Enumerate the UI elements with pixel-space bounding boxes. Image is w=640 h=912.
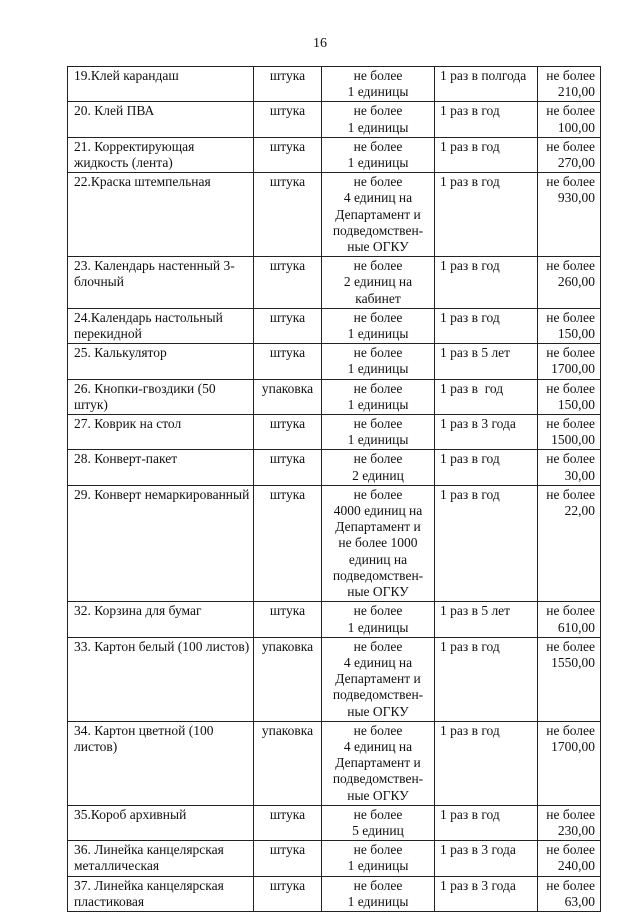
frequency-cell: 1 раз в год bbox=[435, 721, 538, 805]
price-cell: не более 240,00 bbox=[538, 841, 601, 876]
item-name-cell: 32. Корзина для бумаг bbox=[68, 602, 254, 637]
quantity-cell: не более 1 единицы bbox=[322, 841, 435, 876]
price-cell: не более 22,00 bbox=[538, 485, 601, 601]
supplies-table bbox=[67, 66, 601, 912]
table-row bbox=[68, 876, 601, 911]
quantity-cell: не более 1 единицы bbox=[322, 102, 435, 137]
price-cell: не более 150,00 bbox=[538, 379, 601, 414]
table-row bbox=[68, 721, 601, 805]
table-row bbox=[68, 173, 601, 257]
table-row bbox=[68, 308, 601, 343]
unit-cell: штука bbox=[254, 805, 322, 840]
quantity-cell: не более 5 единиц bbox=[322, 805, 435, 840]
item-name-cell: 29. Конверт немаркированный bbox=[68, 485, 254, 601]
quantity-cell: не более 1 единицы bbox=[322, 308, 435, 343]
unit-cell: штука bbox=[254, 450, 322, 485]
unit-cell: упаковка bbox=[254, 721, 322, 805]
item-name-cell: 27. Коврик на стол bbox=[68, 415, 254, 450]
quantity-cell: не более 4 единиц на Департамент и подведомствен- ные ОГКУ bbox=[322, 173, 435, 257]
item-name-cell: 34. Картон цветной (100 листов) bbox=[68, 721, 254, 805]
unit-cell: штука bbox=[254, 308, 322, 343]
unit-cell: штука bbox=[254, 257, 322, 309]
price-cell: не более 1500,00 bbox=[538, 415, 601, 450]
frequency-cell: 1 раз в 5 лет bbox=[435, 602, 538, 637]
unit-cell: штука bbox=[254, 485, 322, 601]
frequency-cell: 1 раз в год bbox=[435, 450, 538, 485]
frequency-cell: 1 раз в год bbox=[435, 637, 538, 721]
table-row bbox=[68, 450, 601, 485]
unit-cell: штука bbox=[254, 415, 322, 450]
table-row bbox=[68, 257, 601, 309]
unit-cell: штука bbox=[254, 876, 322, 911]
item-name-cell: 37. Линейка канцелярская пластиковая bbox=[68, 876, 254, 911]
item-name-cell: 19.Клей карандаш bbox=[68, 67, 254, 102]
price-cell: не более 610,00 bbox=[538, 602, 601, 637]
quantity-cell: не более 2 единиц на кабинет bbox=[322, 257, 435, 309]
quantity-cell: не более 1 единицы bbox=[322, 602, 435, 637]
item-name-cell: 24.Календарь настольный перекидной bbox=[68, 308, 254, 343]
item-name-cell: 35.Короб архивный bbox=[68, 805, 254, 840]
quantity-cell: не более 1 единицы bbox=[322, 67, 435, 102]
unit-cell: штука bbox=[254, 602, 322, 637]
quantity-cell: не более 1 единицы bbox=[322, 379, 435, 414]
price-cell: не более 30,00 bbox=[538, 450, 601, 485]
price-cell: не более 930,00 bbox=[538, 173, 601, 257]
quantity-cell: не более 1 единицы bbox=[322, 876, 435, 911]
frequency-cell: 1 раз в год bbox=[435, 173, 538, 257]
table-row bbox=[68, 102, 601, 137]
item-name-cell: 25. Калькулятор bbox=[68, 344, 254, 379]
item-name-cell: 22.Краска штемпельная bbox=[68, 173, 254, 257]
frequency-cell: 1 раз в год bbox=[435, 308, 538, 343]
quantity-cell: не более 1 единицы bbox=[322, 415, 435, 450]
table-row bbox=[68, 485, 601, 601]
table-row bbox=[68, 805, 601, 840]
item-name-cell: 36. Линейка канцелярская металлическая bbox=[68, 841, 254, 876]
item-name-cell: 21. Корректирующая жидкость (лента) bbox=[68, 137, 254, 172]
price-cell: не более 100,00 bbox=[538, 102, 601, 137]
frequency-cell: 1 раз в год bbox=[435, 485, 538, 601]
quantity-cell: не более 1 единицы bbox=[322, 344, 435, 379]
quantity-cell: не более 2 единиц bbox=[322, 450, 435, 485]
quantity-cell: не более 4000 единиц на Департамент и не более 1000 единиц на подведомствен- ные ОГКУ bbox=[322, 485, 435, 601]
item-name-cell: 33. Картон белый (100 листов) bbox=[68, 637, 254, 721]
price-cell: не более 1700,00 bbox=[538, 344, 601, 379]
unit-cell: штука bbox=[254, 841, 322, 876]
item-name-cell: 26. Кнопки-гвоздики (50 штук) bbox=[68, 379, 254, 414]
table-row bbox=[68, 841, 601, 876]
frequency-cell: 1 раз в год bbox=[435, 102, 538, 137]
unit-cell: штука bbox=[254, 137, 322, 172]
frequency-cell: 1 раз в 3 года bbox=[435, 841, 538, 876]
table-row bbox=[68, 67, 601, 102]
frequency-cell: 1 раз в год bbox=[435, 257, 538, 309]
price-cell: не более 210,00 bbox=[538, 67, 601, 102]
quantity-cell: не более 4 единиц на Департамент и подведомствен- ные ОГКУ bbox=[322, 721, 435, 805]
price-cell: не более 230,00 bbox=[538, 805, 601, 840]
item-name-cell: 20. Клей ПВА bbox=[68, 102, 254, 137]
price-cell: не более 1550,00 bbox=[538, 637, 601, 721]
table-row bbox=[68, 137, 601, 172]
quantity-cell: не более 1 единицы bbox=[322, 137, 435, 172]
table-row bbox=[68, 344, 601, 379]
price-cell: не более 150,00 bbox=[538, 308, 601, 343]
unit-cell: штука bbox=[254, 344, 322, 379]
page-number: 16 bbox=[313, 36, 327, 51]
unit-cell: штука bbox=[254, 67, 322, 102]
frequency-cell: 1 раз в 3 года bbox=[435, 415, 538, 450]
price-cell: не более 270,00 bbox=[538, 137, 601, 172]
item-name-cell: 23. Календарь настенный 3-блочный bbox=[68, 257, 254, 309]
price-cell: не более 63,00 bbox=[538, 876, 601, 911]
table-row bbox=[68, 637, 601, 721]
price-cell: не более 1700,00 bbox=[538, 721, 601, 805]
table-row bbox=[68, 602, 601, 637]
unit-cell: упаковка bbox=[254, 379, 322, 414]
table-row bbox=[68, 415, 601, 450]
frequency-cell: 1 раз в год bbox=[435, 137, 538, 172]
frequency-cell: 1 раз в полгода bbox=[435, 67, 538, 102]
unit-cell: упаковка bbox=[254, 637, 322, 721]
supplies-table-body bbox=[68, 67, 601, 912]
table-row bbox=[68, 379, 601, 414]
frequency-cell: 1 раз в 3 года bbox=[435, 876, 538, 911]
frequency-cell: 1 раз в 5 лет bbox=[435, 344, 538, 379]
quantity-cell: не более 4 единиц на Департамент и подведомствен- ные ОГКУ bbox=[322, 637, 435, 721]
item-name-cell: 28. Конверт-пакет bbox=[68, 450, 254, 485]
price-cell: не более 260,00 bbox=[538, 257, 601, 309]
frequency-cell: 1 раз в год bbox=[435, 379, 538, 414]
frequency-cell: 1 раз в год bbox=[435, 805, 538, 840]
unit-cell: штука bbox=[254, 102, 322, 137]
unit-cell: штука bbox=[254, 173, 322, 257]
